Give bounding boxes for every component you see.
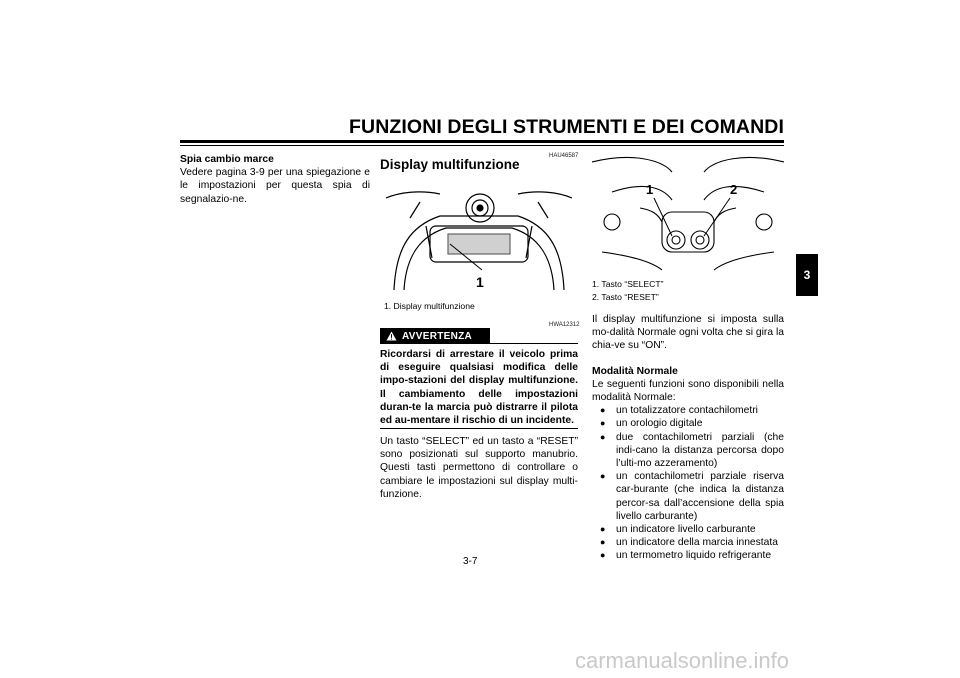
left-column: [180, 153, 370, 206]
right-text-block: [592, 313, 784, 563]
normal-mode-functions-list: [592, 404, 784, 562]
normal-mode-intro: Il display multifunzione si imposta sulla mo-dalità Normale ogni volta che si gira la chia-ve su “ON”.: [592, 314, 784, 352]
section-heading-normal-mode: Modalità Normale: [592, 365, 678, 377]
warning-rule: [490, 343, 578, 344]
warning-triangle-icon: [386, 331, 397, 341]
warning-code: HWA12312: [549, 322, 580, 328]
gear-indicator-text: Vedere pagina 3-9 per una spiegazione e le impostazioni per questa spia di segnalazio-ne.: [180, 167, 370, 205]
normal-mode-lead: Le seguenti funzioni sono disponibili nella modalità Normale:: [592, 378, 784, 404]
figure-callout-1: 1: [476, 274, 484, 290]
list-item: ● un orologio digitale: [592, 417, 784, 430]
warning-text: Ricordarsi di arrestare il veicolo prima di eseguire qualsiasi modifica delle impo-stazioni del display multifunzione. Il cambiamento delle impostazioni duran-te la marcia può distrarre il pilota ed au-mentare il rischio di un incidente.: [380, 349, 578, 427]
caption-select: 1. Tasto “SELECT”: [592, 279, 664, 289]
warning-label: AVVERTENZA: [402, 330, 473, 342]
section-heading-gear-indicator: Spia cambio marce: [180, 154, 274, 165]
chapter-tab: 3: [796, 254, 818, 296]
header-rule: [180, 140, 784, 143]
section-code: HAU46587: [549, 153, 579, 159]
section-heading-multifunction-display: Display multifunzione: [380, 157, 520, 172]
watermark: carmanualsonline.info: [575, 648, 790, 673]
list-item: ● un indicatore livello carburante: [592, 523, 784, 536]
warning-rule-bottom: [380, 428, 578, 429]
page-header-title: FUNZIONI DEGLI STRUMENTI E DEI COMANDI: [349, 116, 784, 138]
figure-callout-select: 1: [646, 182, 654, 197]
list-item: ● un indicatore della marcia innestata: [592, 536, 784, 549]
page-number: 3-7: [463, 556, 478, 567]
figure-handlebar-buttons: [592, 152, 784, 272]
list-item: ● un totalizzatore contachilometri: [592, 404, 784, 417]
list-item: ● un termometro liquido refrigerante: [592, 549, 784, 562]
figure-caption: 1. Display multifunzione: [384, 301, 475, 311]
caption-reset: 2. Tasto “RESET”: [592, 292, 659, 302]
list-item: ● due contachilometri parziali (che indi-cano la distanza percorsa dopo l’ulti-mo azzeramento): [592, 431, 784, 471]
figure-callout-reset: 2: [730, 182, 738, 197]
buttons-paragraph: Un tasto “SELECT” ed un tasto a “RESET” sono posizionati sul supporto manubrio. Questi tasti permettono di controllare o cambiare le impostazioni sul display multi-funzione.: [380, 436, 578, 500]
list-item: ● un contachilometri parziale riserva car-burante (che indica la distanza percor-sa dall’accensione della spia livello carburante): [592, 470, 784, 523]
warning-badge: [380, 328, 490, 344]
header-rule-thin: [180, 145, 784, 146]
